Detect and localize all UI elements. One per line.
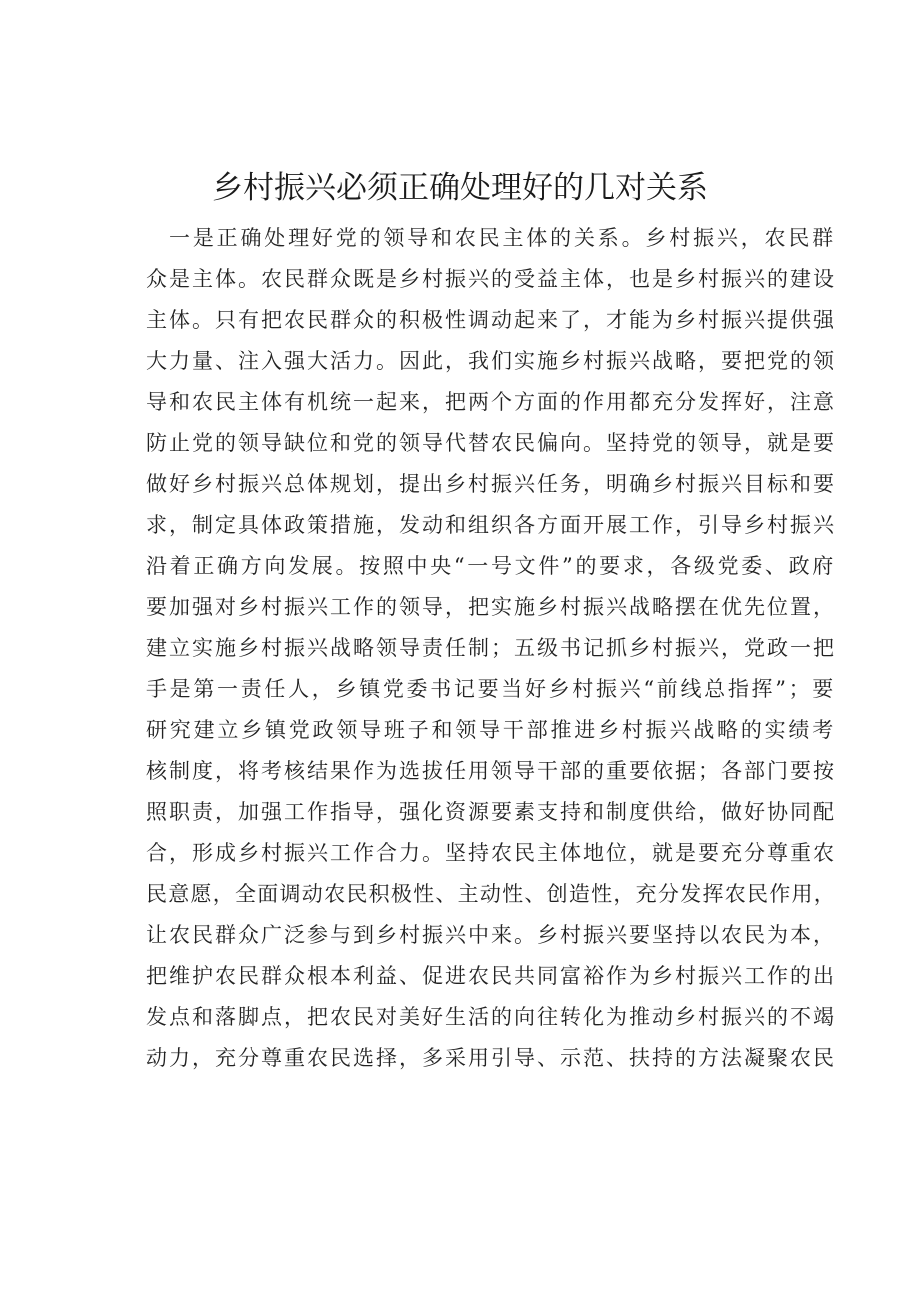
paragraph-line: 防止党的领导缺位和党的领导代替农民偏向。坚持党的领导，就是要 xyxy=(146,431,836,455)
paragraph-line: 合，形成乡村振兴工作合力。坚持农民主体地位，就是要充分尊重农 xyxy=(146,841,836,865)
paragraph-line: 要加强对乡村振兴工作的领导，把实施乡村振兴战略摆在优先位置， xyxy=(146,595,836,619)
paragraph-line: 动力，充分尊重农民选择，多采用引导、示范、扶持的方法凝聚农民 xyxy=(146,1046,836,1070)
paragraph-line: 研究建立乡镇党政领导班子和领导干部推进乡村振兴战略的实绩考 xyxy=(146,718,836,742)
paragraph-line: 求，制定具体政策措施，发动和组织各方面开展工作，引导乡村振兴 xyxy=(146,513,836,537)
paragraph-line: 建立实施乡村振兴战略领导责任制；五级书记抓乡村振兴，党政一把 xyxy=(146,636,836,660)
paragraph-line: 一是正确处理好党的领导和农民主体的关系。乡村振兴，农民群 xyxy=(169,226,836,250)
paragraph-line: 导和农民主体有机统一起来，把两个方面的作用都充分发挥好，注意 xyxy=(146,390,836,414)
paragraph-line: 让农民群众广泛参与到乡村振兴中来。乡村振兴要坚持以农民为本， xyxy=(146,923,836,947)
paragraph-line: 把维护农民群众根本利益、促进农民共同富裕作为乡村振兴工作的出 xyxy=(146,964,836,988)
paragraph-line: 众是主体。农民群众既是乡村振兴的受益主体，也是乡村振兴的建设 xyxy=(146,267,836,291)
paragraph-line: 发点和落脚点，把农民对美好生活的向往转化为推动乡村振兴的不竭 xyxy=(146,1005,836,1029)
paragraph-line: 核制度，将考核结果作为选拔任用领导干部的重要依据；各部门要按 xyxy=(146,759,836,783)
paragraph-line: 照职责，加强工作指导，强化资源要素支持和制度供给，做好协同配 xyxy=(146,800,836,824)
document-title: 乡村振兴必须正确处理好的几对关系 xyxy=(212,170,708,206)
paragraph-line: 主体。只有把农民群众的积极性调动起来了，才能为乡村振兴提供强 xyxy=(146,308,836,332)
paragraph-line: 民意愿，全面调动农民积极性、主动性、创造性，充分发挥农民作用， xyxy=(146,882,836,906)
paragraph-line: 沿着正确方向发展。按照中央“一号文件”的要求，各级党委、政府 xyxy=(146,554,836,578)
paragraph-line: 大力量、注入强大活力。因此，我们实施乡村振兴战略，要把党的领 xyxy=(146,349,836,373)
paragraph-line: 手是第一责任人，乡镇党委书记要当好乡村振兴“前线总指挥”；要 xyxy=(146,677,836,701)
document-body xyxy=(146,218,836,1079)
paragraph-line: 做好乡村振兴总体规划，提出乡村振兴任务，明确乡村振兴目标和要 xyxy=(146,472,836,496)
